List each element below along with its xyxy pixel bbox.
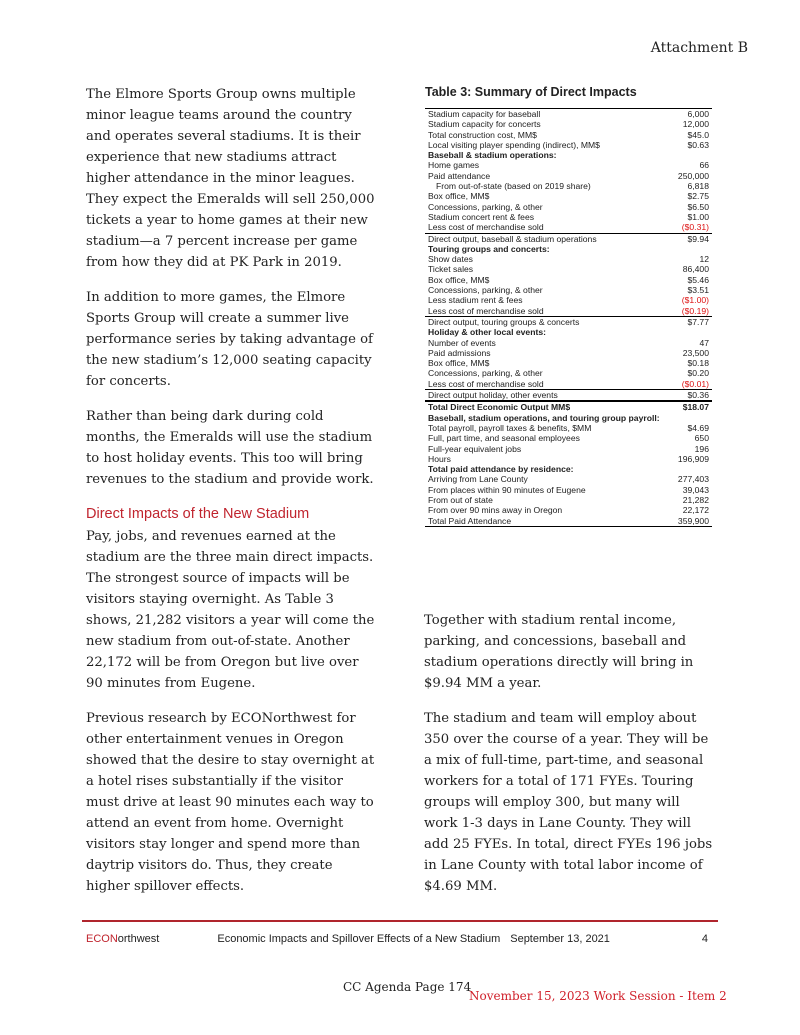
row-value: 22,172 (682, 505, 709, 516)
row-value: $18.07 (682, 402, 709, 413)
brand-logo: ECONorthwest (86, 933, 160, 945)
row-value: $0.20 (687, 368, 709, 379)
table-row (425, 413, 712, 423)
row-label: Less cost of merchandise sold (428, 378, 544, 389)
table-row (425, 454, 712, 464)
table-row (425, 212, 712, 222)
row-value: $0.18 (687, 358, 709, 369)
table-title: Table 3: Summary of Direct Impacts (425, 85, 637, 99)
row-value: 23,500 (682, 347, 709, 358)
row-value: $9.94 (687, 233, 709, 244)
row-label: Home games (428, 160, 480, 171)
row-label: Number of events (428, 337, 496, 348)
row-label: Direct output, baseball & stadium operations (428, 233, 597, 244)
paragraph: Previous research by ECONorthwest for other entertainment venues in Oregon showed that the desire to stay overnight at a hotel rises substantially if the visitor must drive at least 90 minutes each way to attend an event from home. Overnight visitors stay longer and spend more than daytrip visitors do. Thus, they create higher spillover effects. (86, 711, 375, 894)
paragraph: Pay, jobs, and revenues earned at the stadium are the three main direct impacts. The strongest source of impacts will be visitors staying overnight. As Table 3 shows, 21,282 visitors a year will come the new stadium from out-of-state. Another 22,172 will be from Oregon but live over 90 minutes from Eugene. (86, 529, 375, 691)
row-label: From places within 90 minutes of Eugene (428, 484, 586, 495)
row-value: ($0.01) (681, 378, 709, 389)
row-value: $7.77 (687, 316, 709, 327)
right-column (424, 610, 716, 911)
table-row (425, 401, 712, 412)
table-row (425, 275, 712, 285)
page-number: 4 (701, 933, 708, 945)
table-row (425, 485, 712, 495)
table-row (425, 202, 712, 212)
footer-date: September 13, 2021 (510, 933, 610, 945)
row-value: ($0.31) (681, 222, 709, 233)
footer (86, 933, 708, 945)
paragraph: The stadium and team will employ about 350 over the course of a year. They will be a mix of full-time, part-time, and seasonal workers for a total of 171 FYEs. Touring groups will employ 300, but many will work 1-3 days in Lane County. They will add 25 FYEs. In total, direct FYEs 196 jobs in Lane County with total labor income of $4.69 MM. (424, 711, 713, 894)
row-label: Touring groups and concerts: (428, 243, 550, 254)
row-value: 196 (694, 443, 709, 454)
row-label: Ticket sales (428, 264, 474, 275)
row-value: 12 (699, 254, 709, 265)
row-label: Paid admissions (428, 347, 491, 358)
row-label: Less cost of merchandise sold (428, 305, 544, 316)
table-row (425, 316, 712, 327)
row-value: $3.51 (687, 285, 709, 296)
row-value: 650 (694, 433, 709, 444)
row-label: Paid attendance (428, 170, 491, 181)
section-heading: Direct Impacts of the New Stadium (86, 506, 310, 522)
row-value: $6.50 (687, 201, 709, 212)
table-row (425, 130, 712, 140)
row-value: 196,909 (677, 453, 709, 464)
table-row (425, 119, 712, 129)
row-label: Baseball, stadium operations, and touring group payroll: (428, 412, 660, 423)
row-label: Baseball & stadium operations: (428, 150, 557, 161)
row-label: Local visiting player spending (indirect), MM$ (428, 139, 600, 150)
table-row (425, 181, 712, 191)
table-row (425, 254, 712, 264)
paragraph: Together with stadium rental income, parking, and concessions, baseball and stadium operations directly will bring in $9.94 MM a year. (424, 613, 694, 691)
table-row (425, 191, 712, 201)
row-label: Full, part time, and seasonal employees (428, 433, 580, 444)
row-value: 359,900 (677, 515, 709, 526)
row-value: $0.36 (687, 390, 709, 401)
row-label: Concessions, parking, & other (428, 285, 543, 296)
row-label: Stadium concert rent & fees (428, 211, 535, 222)
row-value: $2.75 (687, 191, 709, 202)
table-row (425, 505, 712, 515)
row-value: 12,000 (682, 119, 709, 130)
row-value: ($0.19) (681, 305, 709, 316)
table-row (425, 389, 712, 401)
table-row (425, 474, 712, 484)
work-session-stamp: November 15, 2023 Work Session - Item 2 (469, 989, 727, 1003)
row-label: Total payroll, payroll taxes & benefits, $MM (428, 422, 592, 433)
row-label: Total paid attendance by residence: (428, 464, 574, 475)
table-row (425, 306, 712, 316)
row-value: 47 (699, 337, 709, 348)
row-value: 6,818 (687, 181, 709, 192)
row-label: Stadium capacity for concerts (428, 119, 541, 130)
row-value: $0.63 (687, 139, 709, 150)
row-label: Box office, MM$ (428, 274, 490, 285)
row-value: 277,403 (677, 474, 709, 485)
left-column (86, 84, 376, 911)
row-value: 66 (699, 160, 709, 171)
table-row (425, 285, 712, 295)
row-label: Total Direct Economic Output MM$ (428, 402, 571, 413)
table-row (425, 423, 712, 433)
row-label: Direct output holiday, other events (428, 390, 558, 401)
row-value: $4.69 (687, 422, 709, 433)
table-row (425, 327, 712, 337)
row-label: Less stadium rent & fees (428, 295, 523, 306)
row-label: Total construction cost, MM$ (428, 129, 537, 140)
table-row (425, 244, 712, 254)
table-row (425, 444, 712, 454)
row-value: 39,043 (682, 484, 709, 495)
row-value: 250,000 (677, 170, 709, 181)
row-label: Direct output, touring groups & concerts (428, 316, 580, 327)
row-value: 21,282 (682, 494, 709, 505)
row-label: Holiday & other local events: (428, 327, 546, 338)
row-value: $5.46 (687, 274, 709, 285)
row-label: Show dates (428, 254, 473, 265)
row-label: Stadium capacity for baseball (428, 109, 541, 119)
row-label: Concessions, parking, & other (428, 201, 543, 212)
row-value: $45.0 (687, 129, 709, 140)
table-row (425, 295, 712, 305)
table-row (425, 433, 712, 443)
table-row (425, 379, 712, 389)
table-row (425, 358, 712, 368)
row-label: Box office, MM$ (428, 191, 490, 202)
row-label: From over 90 mins away in Oregon (428, 505, 563, 516)
table-row (425, 233, 712, 244)
footer-rule (82, 920, 718, 922)
row-label: Less cost of merchandise sold (428, 222, 544, 233)
row-value: 6,000 (687, 109, 709, 119)
paragraph: The Elmore Sports Group owns multiple minor league teams around the country and operates several stadiums. It is their experience that new stadiums attract higher attendance in the minor leagues. They expect the Emeralds will sell 250,000 tickets a year to home games at their new stadium—a 7 percent increase per game from how they did at PK Park in 2019. (86, 87, 375, 270)
agenda-page: CC Agenda Page 174 (343, 980, 472, 994)
table-row (425, 338, 712, 348)
table-row (425, 160, 712, 170)
row-label: Arriving from Lane County (428, 474, 528, 485)
row-value: ($1.00) (681, 295, 709, 306)
table-row (425, 150, 712, 160)
footer-title: Economic Impacts and Spillover Effects of a New Stadium (217, 933, 501, 945)
table-row (425, 222, 712, 232)
table-row (425, 368, 712, 378)
row-value: 86,400 (682, 264, 709, 275)
table-row (425, 109, 712, 119)
table-row (425, 495, 712, 505)
row-value: $1.00 (687, 211, 709, 222)
table-row (425, 348, 712, 358)
row-label: Full-year equivalent jobs (428, 443, 522, 454)
paragraph: Rather than being dark during cold months, the Emeralds will use the stadium to host holiday events. This too will bring revenues to the stadium and provide work. (86, 409, 374, 487)
row-label: From out-of-state (based on 2019 share) (436, 181, 591, 192)
row-label: Box office, MM$ (428, 358, 490, 369)
paragraph: In addition to more games, the Elmore Sports Group will create a summer live performance series by taking advantage of the new stadium’s 12,000 seating capacity for concerts. (86, 290, 373, 389)
attachment-label: Attachment B (650, 40, 748, 56)
row-label: Hours (428, 453, 451, 464)
row-label: From out of state (428, 494, 493, 505)
table-row (425, 516, 712, 527)
table-row (425, 264, 712, 274)
impacts-table (425, 108, 712, 527)
table-row (425, 464, 712, 474)
table-row (425, 171, 712, 181)
row-label: Total Paid Attendance (428, 515, 512, 526)
table-row (425, 140, 712, 150)
row-label: Concessions, parking, & other (428, 368, 543, 379)
